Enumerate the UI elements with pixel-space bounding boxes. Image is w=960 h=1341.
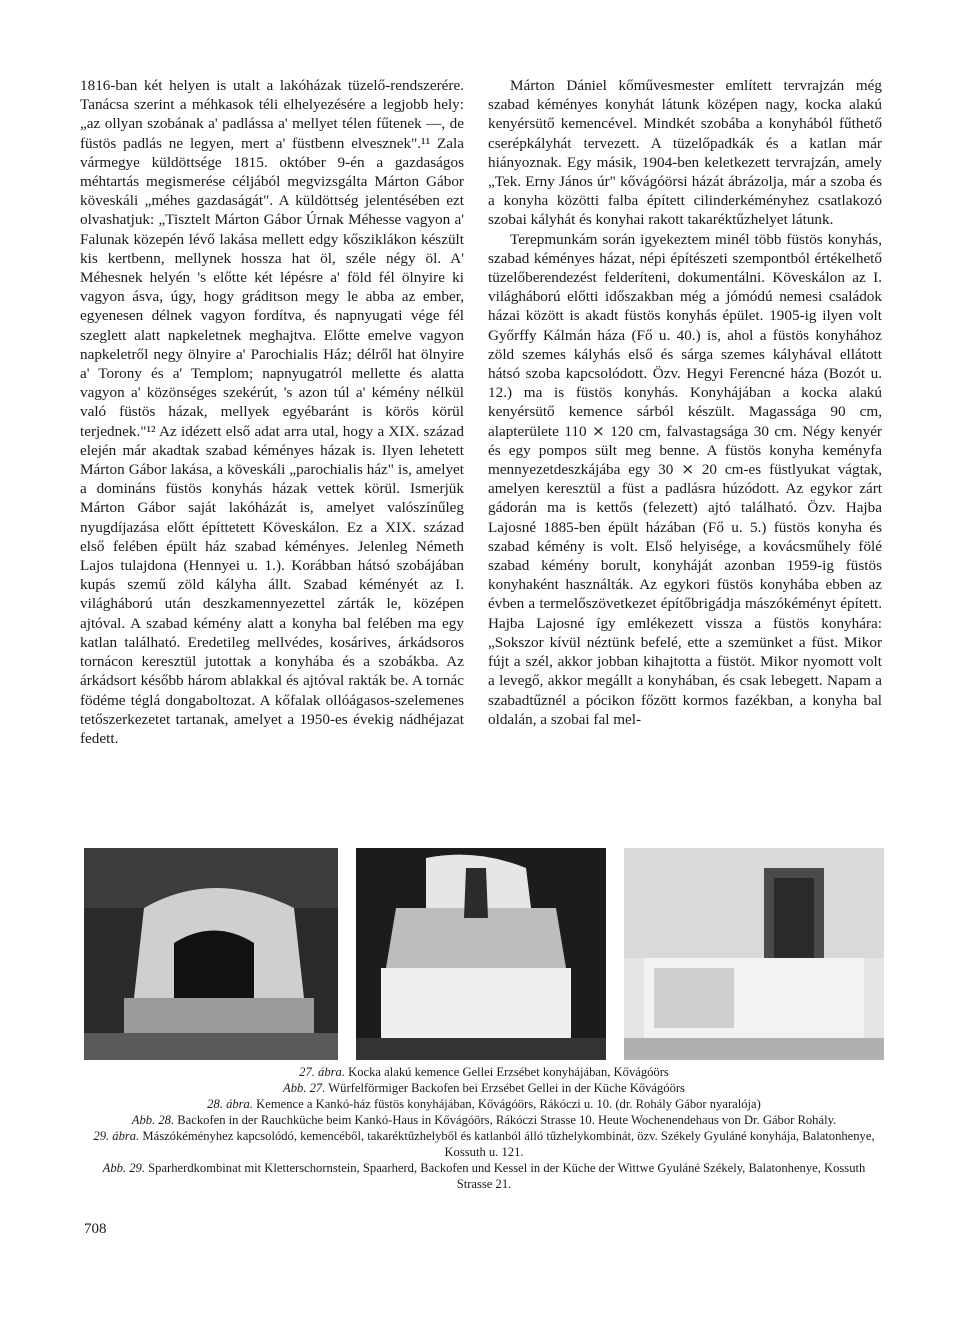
caption-label: 29. ábra. — [93, 1129, 140, 1143]
caption-label: Abb. 28. — [131, 1113, 175, 1127]
caption-label: Abb. 29. — [102, 1161, 145, 1175]
caption-line — [84, 1096, 884, 1112]
photo-27-kemence — [84, 848, 338, 1060]
photo-29-tuzhelykombinat — [624, 848, 884, 1060]
caption-text: Kocka alakú kemence Gellei Erzsébet konyhájában, Kővágóörs — [348, 1065, 669, 1079]
body-paragraph: 1816-ban két helyen is utalt a lakóházak tüzelő-rendszerére. Tanácsa szerint a méhkasok téli elhelyezésére a legjobb hely: „az ollyan szobának a' padlássa a' mellyet télen fűtenek —, de füstös padlás ne legyen, mert a' füstbenn elvesznek".¹¹ Zala vármegye küldöttsége 1815. október 9-én a gazdaságos méhtartás megismerése céljából megvizsgálta Márton Gábor köveskáli „méhes gazdaságát". A küldöttség jelentésében ezt olvashatjuk: „Tisztelt Márton Gábor Úrnak Méhesse vagyon a' Falunak közepén lévő lakása mellett edgy kősziklákon készült kis kertbenn, mellynek hossza hat öl, széle négy öl. A' Méhesnek helyén 's előtte két lépésre a' föld fél ölnyire ki vagyon ásva, úgy, hogy gráditson megy le abba az ember, egyenesen délnek vagyon fordítva, és napnyugati vége fél szeglett alatt napkeletnek meghajtva. Előtte emelve vagyon napkeletről negy ölnyire a' Parochialis Ház; délről hat ölnyire a' Torony és a' Templom; napnyugatról mellette és alatta vagyon a' közönséges szekérút, 's azon túl a' kémény nélkül való füstös házak, mellyek egyébaránt is körös körül terjednek."¹² Az idézett első adat arra utal, hogy a XIX. század elején már akadtak szabad kéményes házak is. Ilyen lehetett Márton Gábor lakása, a köveskáli „parochialis ház" is, amelyet a domináns füstös konyhás házak vettek körül. Ismerjük Márton Gábor saját lakóházát is, amelyet valószínűleg nyugdíjazása előtt építtetett Köveskálon. Ez a XIX. század első felében épült ház szabad kéményes. Jelenleg Németh Lajos tulajdona (Hennyei u. 1.). Korábban hátsó szobájában kupás szemű zöld kályha állt. Szabad kéményét az I. világháború után deszkamennyezettel zárták le, középen ajtóval. A szabad kémény alatt a konyha bal felében ma egy katlan található. Eredetileg mellvédes, kosárives, árkádsoros tornácon keresztül jutottak a konyhába és a szobákba. Az árkádsort később három ablakkal és ajtóval rakták be. A tornác födéme téglá dongaboltozat. A kőfalak ollóágasos-szelemenes tetőszerkezetet tartanak, amelyet a 1950-es évekig nádhéjazat fedett. — [80, 77, 464, 747]
caption-line — [84, 1080, 884, 1096]
caption-line — [84, 1064, 884, 1080]
right-text-column — [488, 76, 882, 729]
photo-strip — [84, 848, 884, 1060]
caption-text: Kemence a Kankó-ház füstös konyhájában, Kővágóörs, Rákóczi u. 10. (dr. Rohály Gábor nyaralója) — [256, 1097, 761, 1111]
caption-label: 28. ábra. — [207, 1097, 254, 1111]
page-number: 708 — [84, 1221, 107, 1237]
caption-text: Sparherdkombinat mit Kletterschornstein, Spaarherd, Backofen und Kessel in der Küche der Wittwe Gyuláné Székely, Balatonhenye, Kossuth Strasse 21. — [148, 1161, 866, 1191]
left-text-column — [80, 76, 464, 748]
caption-text: Mászókéményhez kapcsolódó, kemencéből, takaréktűzhelyből és katlanból álló tűzhelykombinát, özv. Székely Gyuláné konyhája, Balatonhenye, Kossuth u. 121. — [142, 1129, 875, 1159]
caption-label: 27. ábra. — [299, 1065, 345, 1079]
caption-text: Backofen in der Rauchküche beim Kankó-Haus in Kővágóörs, Rákóczi Strasse 10. Heute Wochenendehaus von Dr. Gábor Rohály. — [177, 1113, 837, 1127]
body-paragraph: Márton Dániel kőművesmester említett tervrajzán még szabad kéményes konyhát látunk középen nagy, kocka alakú kenyérsütő kemencével. Mindkét szobába a konyhából fűthető cserépkályhát tervezett. A tüzelőpadkák és a katlan már hiányoznak. Egy másik, 1904-ben keletkezett tervrajzán, amely „Tek. Erny János úr" kővágóörsi házát ábrázolja, már a szoba és a konyha közötti falba épített cilinderkéményhez csatlakozó szobai kályhát és konyhai rakott takaréktűzhelyet látunk. — [488, 77, 882, 229]
figure-captions — [84, 1064, 884, 1192]
caption-line — [84, 1112, 884, 1128]
photo-28-kemence — [356, 848, 606, 1060]
caption-text: Würfelförmiger Backofen bei Erzsébet Gellei in der Küche Kővágóörs — [328, 1081, 685, 1095]
body-paragraph: Terepmunkám során igyekeztem minél több füstös konyhás, szabad kéményes házat, népi építészeti szempontból értékelhető tüzelőberendezést felderíteni, dokumentálni. Köveskálon az I. világháború előtti időszakban még a jómódú nemesi családok házai között is akadt füstös konyhás épület. 1905-ig ilyen volt Győrffy Kálmán háza (Fő u. 40.) is, ahol a füstös konyhához zöld szemes kályhás első és sárga szemes kályhával ellátott hátsó szoba kapcsolódott. Özv. Hegyi Ferencné háza (Bozót u. 12.) ma is füstös konyhás. Konyhájában a kocka alakú kenyérsütő kemence sárból készült. Magassága 90 cm, alapterülete 110 ⨯ 120 cm, falvastagsága 30 cm. Négy kenyér és egy pompos sült meg benne. A füstös konyha keményfa mennyezetdeszkájába egy 30 ⨯ 20 cm-es füstlyukat vágtak, amelyen keresztül a füst a padlásra húzódott. Az egykor zárt gádorán ma is kettős (felezett) ajtó található. Özv. Hajba Lajosné 1885-ben épült házában (Fő u. 5.) füstös konyha és szabad kémény is volt. Első helyisége, a kovácsműhely fölé szabad kémény borult, konyháját azonban 1959-ig füstös konyhaként használták. Az egykori füstös konyhába ebben az évben a termelőszövetkezet építőbrigádja mászókéményt épített. Hajba Lajosné így emlékezett vissza a füstös konyhára: „Sokszor kívül néztünk befelé, ette a szemünket a füst. Mikor fújt a szél, akkor jobban kihajtotta a füstöt. Mikor nyomott volt a levegő, akkor megállt a konyhában, és csak lebegett. Napam a szabadtűznél a pócikon főzött kormos fazékban, a konyha bal oldalán, a szobai fal mel- — [488, 230, 882, 728]
caption-line — [84, 1160, 884, 1192]
caption-label: Abb. 27. — [283, 1081, 326, 1095]
caption-line — [84, 1128, 884, 1160]
